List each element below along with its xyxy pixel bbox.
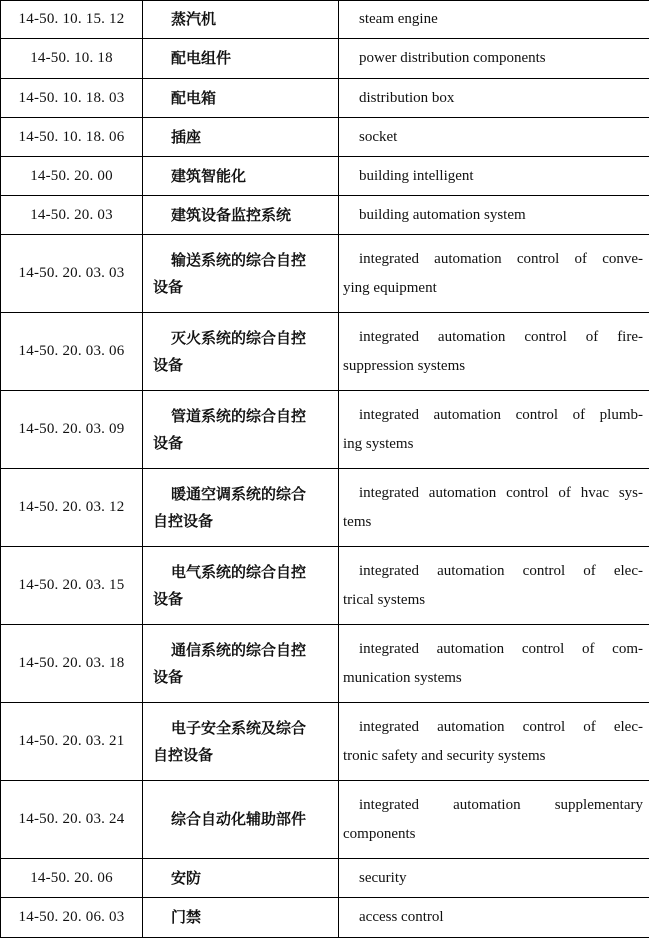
table-row [1,196,649,235]
english-term-line: integrated automation control of conve- [343,245,643,274]
chinese-term-cell [143,625,339,703]
chinese-term-cell: 建筑智能化 [143,157,339,196]
english-term-cell [339,781,649,859]
english-term-line: suppression systems [343,352,643,381]
english-term-line: tems [343,508,643,537]
code-cell: 14-50. 10. 18. 06 [1,118,143,157]
table-row [1,547,649,625]
chinese-term-cell [143,391,339,469]
english-term-cell [339,547,649,625]
table-row [1,898,649,938]
table-row [1,469,649,547]
chinese-term-line: 输送系统的综合自控 [153,247,330,274]
table-row [1,79,649,118]
english-term-line: ying equipment [343,274,643,303]
table-row [1,391,649,469]
chinese-term-line: 通信系统的综合自控 [153,637,330,664]
code-cell: 14-50. 20. 03. 15 [1,547,143,625]
chinese-term-cell: 配电组件 [143,39,339,79]
table-row [1,39,649,79]
chinese-term-cell: 门禁 [143,898,339,938]
table-row [1,235,649,313]
chinese-term-cell: 插座 [143,118,339,157]
chinese-term-cell: 综合自动化辅助部件 [143,781,339,859]
english-term-cell: security [339,859,649,898]
english-term-cell [339,313,649,391]
english-term-cell: distribution box [339,79,649,118]
table-row [1,118,649,157]
english-term-cell: building intelligent [339,157,649,196]
code-cell: 14-50. 20. 06. 03 [1,898,143,938]
chinese-term-line: 电子安全系统及综合 [153,715,330,742]
chinese-term-cell: 安防 [143,859,339,898]
english-term-line: munication systems [343,664,643,693]
chinese-term-line: 灭火系统的综合自控 [153,325,330,352]
english-term-line: integrated automation supplementary [343,791,643,820]
code-cell: 14-50. 20. 03. 18 [1,625,143,703]
chinese-term-cell [143,469,339,547]
code-cell: 14-50. 20. 03. 12 [1,469,143,547]
table-row [1,625,649,703]
english-term-cell [339,235,649,313]
english-term-line: integrated automation control of hvac sys- [343,479,643,508]
english-term-cell [339,469,649,547]
code-cell: 14-50. 20. 03. 24 [1,781,143,859]
chinese-term-line: 设备 [153,586,330,613]
code-cell: 14-50. 10. 15. 12 [1,1,143,39]
code-cell: 14-50. 20. 03. 21 [1,703,143,781]
chinese-term-line: 管道系统的综合自控 [153,403,330,430]
code-cell: 14-50. 20. 03. 09 [1,391,143,469]
code-cell: 14-50. 20. 03 [1,196,143,235]
table-row [1,859,649,898]
chinese-term-cell: 蒸汽机 [143,1,339,39]
english-term-line: tronic safety and security systems [343,742,643,771]
english-term-line: integrated automation control of elec- [343,557,643,586]
table-row [1,157,649,196]
code-cell: 14-50. 20. 03. 06 [1,313,143,391]
chinese-term-line: 电气系统的综合自控 [153,559,330,586]
english-term-cell [339,391,649,469]
english-term-line: components [343,820,643,849]
table-row [1,781,649,859]
english-term-cell [339,625,649,703]
english-term-line: integrated automation control of elec- [343,713,643,742]
chinese-term-cell: 配电箱 [143,79,339,118]
chinese-term-line: 设备 [153,352,330,379]
chinese-term-line: 设备 [153,274,330,301]
code-cell: 14-50. 10. 18. 03 [1,79,143,118]
chinese-term-cell: 建筑设备监控系统 [143,196,339,235]
english-term-cell [339,703,649,781]
code-cell: 14-50. 20. 00 [1,157,143,196]
code-cell: 14-50. 10. 18 [1,39,143,79]
english-term-cell: access control [339,898,649,938]
chinese-term-line: 暖通空调系统的综合 [153,481,330,508]
chinese-term-line: 设备 [153,664,330,691]
english-term-line: integrated automation control of fire- [343,323,643,352]
chinese-term-line: 设备 [153,430,330,457]
code-cell: 14-50. 20. 06 [1,859,143,898]
chinese-term-cell [143,235,339,313]
english-term-cell: power distribution components [339,39,649,79]
table-row [1,703,649,781]
table-row [1,313,649,391]
chinese-term-line: 自控设备 [153,508,330,535]
english-term-line: trical systems [343,586,643,615]
terms-table-body [1,1,649,938]
english-term-cell: steam engine [339,1,649,39]
english-term-cell: socket [339,118,649,157]
chinese-term-cell [143,313,339,391]
code-cell: 14-50. 20. 03. 03 [1,235,143,313]
english-term-line: integrated automation control of com- [343,635,643,664]
table-row [1,1,649,39]
chinese-term-line: 自控设备 [153,742,330,769]
english-term-line: integrated automation control of plumb- [343,401,643,430]
english-term-cell: building automation system [339,196,649,235]
english-term-line: ing systems [343,430,643,459]
chinese-term-cell [143,703,339,781]
chinese-term-cell [143,547,339,625]
